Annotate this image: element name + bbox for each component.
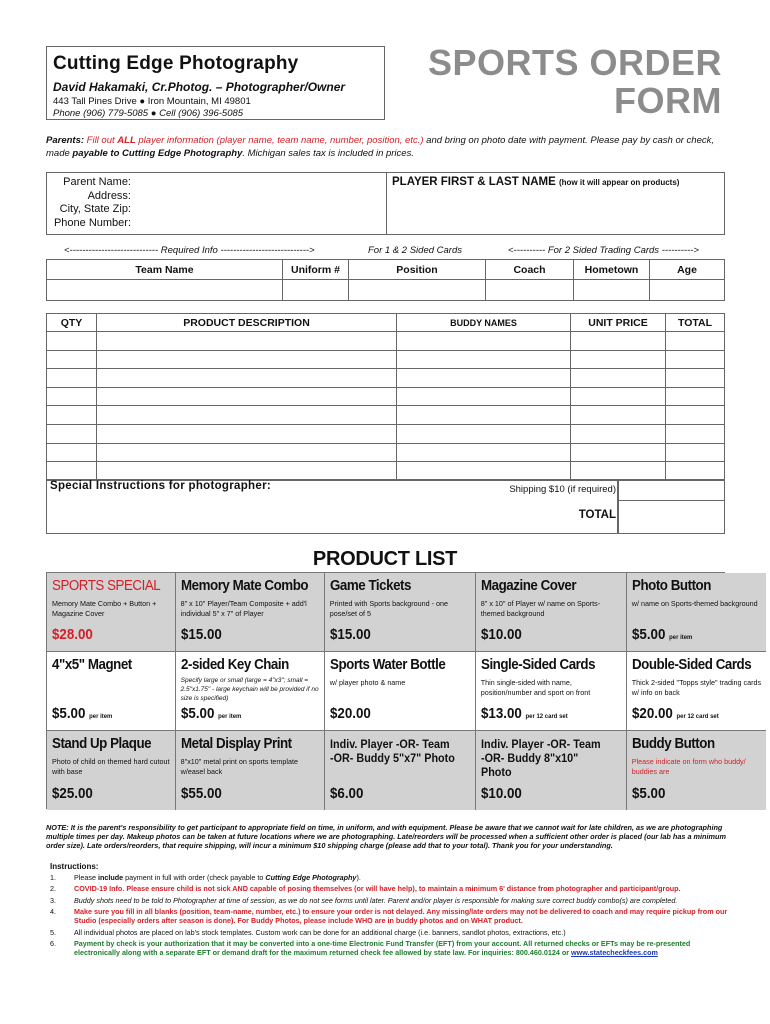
parent-responsibility-note: NOTE: It is the parent's responsibility to get participant to appropriate field on time, in uniform, and with equipment. Please be aware that we cannot wait for late children, as we are photographing multiple times per day. Makeup photos can be taken at future locations where we are photographing. Late/reorders will be processed when a sufficient other order is placed (our lab has a minimum order size). Late orders/reorders, that require shipping, will incur a minimum $10 shipping charge (please add that to your total). Thank you for your understanding. xyxy=(46,823,726,850)
description-cell[interactable] xyxy=(97,332,397,351)
unit-price-cell[interactable] xyxy=(571,462,666,481)
buddy-cell[interactable] xyxy=(397,424,571,443)
description-cell[interactable] xyxy=(97,462,397,481)
product-card xyxy=(47,652,176,731)
product-price: $5.00 per item xyxy=(180,706,242,722)
owner-name: David Hakamaki, Cr.Photog. – Photographer/Owner xyxy=(53,80,346,94)
unit-price-cell[interactable] xyxy=(571,369,666,388)
player-details-table xyxy=(46,259,725,301)
city-state-zip-label: City, State Zip: xyxy=(59,203,131,215)
required-info-label: <---------------------------- Required Info ----------------------------> xyxy=(64,245,315,256)
product-price: $5.00 xyxy=(631,786,666,802)
product-name: Game Tickets xyxy=(329,578,411,594)
phone-number-label: Phone Number: xyxy=(53,216,131,229)
product-card xyxy=(47,731,176,810)
parent-info-fields[interactable] xyxy=(47,173,387,234)
buddy-cell[interactable] xyxy=(397,443,571,462)
product-desc: 8" x 10" of Player w/ name on Sports-themed background xyxy=(480,599,601,618)
description-cell[interactable] xyxy=(97,406,397,425)
total-label: TOTAL xyxy=(578,509,616,521)
unit-price-cell[interactable] xyxy=(571,332,666,351)
product-desc: Specify large or small (large = 4"x3"; small = 2.5"x1.75" - large keychain will be provided if no size is specified) xyxy=(180,677,319,702)
product-card xyxy=(627,573,767,652)
unit-price-cell[interactable] xyxy=(571,387,666,406)
total-cell[interactable] xyxy=(666,387,725,406)
product-price: $25.00 xyxy=(52,786,93,802)
product-name: Sports Water Bottle xyxy=(329,657,446,673)
coach-header: Coach xyxy=(486,260,574,280)
buddy-cell[interactable] xyxy=(397,462,571,481)
instruction-item: 6. Payment by check is your authorization that it may be converted into a one-time Electronic Fund Transfer (EFT) from your account. All returned checks or EFTs may be re-presented electronically along with a separate EFT or demand draft for the maximum returned check fee allowed by state law. For inquiries: 800.460.0124 or www.statecheckfees.com xyxy=(50,939,691,958)
product-name: Indiv. Player -OR- Team -OR- Buddy 5"x7" Photo xyxy=(329,737,455,765)
qty-cell[interactable] xyxy=(47,462,97,481)
unit-price-cell[interactable] xyxy=(571,406,666,425)
description-cell[interactable] xyxy=(97,369,397,388)
buddy-cell[interactable] xyxy=(397,369,571,388)
shipping-input[interactable] xyxy=(618,479,725,501)
product-desc: Memory Mate Combo + Button + Magazine Cover xyxy=(52,599,157,618)
product-price: $15.00 xyxy=(329,627,371,643)
qty-cell[interactable] xyxy=(47,406,97,425)
age-input[interactable] xyxy=(650,280,725,301)
product-desc: w/ player photo & name xyxy=(329,678,406,687)
order-row xyxy=(47,462,725,481)
buddy-cell[interactable] xyxy=(397,387,571,406)
total-cell[interactable] xyxy=(666,332,725,351)
total-input[interactable] xyxy=(618,501,725,534)
parent-name-label: Parent Name: xyxy=(63,176,131,188)
product-name: Metal Display Print xyxy=(180,736,292,752)
product-desc: Photo of child on themed hard cutout with base xyxy=(52,757,170,776)
product-card xyxy=(476,731,627,810)
product-card xyxy=(325,573,476,652)
description-cell[interactable] xyxy=(97,424,397,443)
product-list-title: PRODUCT LIST xyxy=(312,548,458,570)
player-name-field[interactable]: PLAYER FIRST & LAST NAME (how it will appear on products) xyxy=(392,176,680,188)
studio-info-box xyxy=(46,46,385,120)
product-card xyxy=(47,573,176,652)
order-row xyxy=(47,369,725,388)
instruction-item: 1. Please include payment in full with order (check payable to Cutting Edge Photography). xyxy=(50,873,361,882)
uniform-header: Uniform # xyxy=(283,260,349,280)
coach-input[interactable] xyxy=(486,280,574,301)
order-row xyxy=(47,443,725,462)
total-cell[interactable] xyxy=(666,350,725,369)
product-name: Indiv. Player -OR- Team -OR- Buddy 8"x10" Photo xyxy=(480,737,601,779)
age-header: Age xyxy=(650,260,725,280)
description-cell[interactable] xyxy=(97,350,397,369)
state-check-fees-link[interactable]: www.statecheckfees.com xyxy=(571,948,658,958)
description-cell[interactable] xyxy=(97,443,397,462)
product-card xyxy=(176,731,325,810)
product-price: $10.00 xyxy=(480,786,522,802)
product-desc: w/ name on Sports-themed background xyxy=(631,599,758,608)
product-price: $6.00 xyxy=(329,786,364,802)
studio-address: 443 Tall Pines Drive ● Iron Mountain, MI 49801 xyxy=(53,96,251,107)
product-name: Double-Sided Cards xyxy=(631,657,751,673)
product-card xyxy=(325,731,476,810)
qty-cell[interactable] xyxy=(47,369,97,388)
description-cell[interactable] xyxy=(97,387,397,406)
studio-phone: Phone (906) 779-5085 ● Cell (906) 396-5085 xyxy=(53,108,244,119)
product-description-header: PRODUCT DESCRIPTION xyxy=(97,314,397,332)
team-name-input[interactable] xyxy=(47,280,283,301)
instruction-item: 3. Buddy shots need to be told to Photographer at time of session, as we do not see forms until later. Parent and/or player is responsible for making sure correct buddy combo(s) are completed. xyxy=(50,895,678,905)
product-name: Photo Button xyxy=(631,578,711,594)
qty-header: QTY xyxy=(47,314,97,332)
hometown-input[interactable] xyxy=(574,280,650,301)
product-price: $10.00 xyxy=(480,627,522,643)
product-price: $55.00 xyxy=(180,786,222,802)
product-name: 4"x5" Magnet xyxy=(52,657,132,673)
product-card xyxy=(325,652,476,731)
address-label: Address: xyxy=(87,189,131,202)
product-price: $13.00 per 12 card set xyxy=(480,706,568,722)
buddy-cell[interactable] xyxy=(397,332,571,351)
instructions-heading: Instructions: xyxy=(50,862,99,871)
product-price: $5.00 per item xyxy=(52,706,113,722)
unit-price-cell[interactable] xyxy=(571,424,666,443)
product-price: $20.00 xyxy=(329,706,371,722)
special-instructions-label: Special Instructions for photographer: xyxy=(50,480,271,492)
uniform-input[interactable] xyxy=(283,280,349,301)
total-cell[interactable] xyxy=(666,369,725,388)
product-desc: Please indicate on form who buddy/ buddies are xyxy=(631,757,746,776)
product-name: Memory Mate Combo xyxy=(180,578,308,594)
product-card xyxy=(627,731,767,810)
buddy-names-header: BUDDY NAMES xyxy=(397,314,571,332)
unit-price-cell[interactable] xyxy=(571,443,666,462)
order-row xyxy=(47,424,725,443)
product-card xyxy=(476,573,627,652)
qty-cell[interactable] xyxy=(47,350,97,369)
product-price: $28.00 xyxy=(52,627,93,643)
qty-cell[interactable] xyxy=(47,424,97,443)
player-details-row xyxy=(47,280,725,301)
product-name: Buddy Button xyxy=(631,736,715,752)
product-desc: Thin single-sided with name, position/number and sport on front xyxy=(480,678,591,697)
qty-cell[interactable] xyxy=(47,387,97,406)
product-desc: 8" x 10" Player/Team Composite + add'l individual 5" x 7" of Player xyxy=(180,599,307,618)
product-name: 2-sided Key Chain xyxy=(180,657,289,673)
qty-cell[interactable] xyxy=(47,332,97,351)
product-name: Single-Sided Cards xyxy=(480,657,595,673)
parents-instructions: Parents: Fill out ALL player information (player name, team name, number, position, etc.) and bring on photo date with payment. Please pay by cash or check, made payable to Cutting Edge Photography. Michigan sales tax is included in prices. xyxy=(46,135,714,159)
product-card xyxy=(176,652,325,731)
product-name: SPORTS SPECIAL xyxy=(52,578,161,594)
product-desc: 8"x10" metal print on sports template w/easel back xyxy=(180,757,299,776)
instruction-item: 5. All individual photos are placed on lab's stock templates. Custom work can be done for an additional charge (i.e. banners, sandlot photos, extractions, etc.) xyxy=(50,927,566,937)
order-row xyxy=(47,406,725,425)
order-row xyxy=(47,387,725,406)
unit-price-header: UNIT PRICE xyxy=(571,314,666,332)
form-title: SPORTS ORDER FORM xyxy=(427,42,722,121)
product-card xyxy=(176,573,325,652)
product-name: Magazine Cover xyxy=(480,578,576,594)
product-grid xyxy=(46,572,762,809)
team-name-header: Team Name xyxy=(47,260,283,280)
product-desc: Printed with Sports background - one pose/set of 5 xyxy=(329,599,449,618)
company-name: Cutting Edge Photography xyxy=(53,53,299,74)
total-cell[interactable] xyxy=(666,424,725,443)
cards-info-label: For 1 & 2 Sided Cards xyxy=(368,245,462,256)
contact-info-box xyxy=(46,172,725,235)
trading-cards-label: <---------- For 2 Sided Trading Cards ----------> xyxy=(508,245,699,256)
product-name: Stand Up Plaque xyxy=(52,736,152,752)
hometown-header: Hometown xyxy=(574,260,650,280)
instructions-list xyxy=(50,873,730,960)
shipping-label: Shipping $10 (if required) xyxy=(509,484,616,495)
product-price: $5.00 per item xyxy=(631,627,693,643)
order-row xyxy=(47,350,725,369)
position-header: Position xyxy=(349,260,486,280)
product-card xyxy=(476,652,627,731)
instruction-item: 2. COVID-19 Info. Please ensure child is not sick AND capable of posing themselves (or will have help), to maintain a minimum 6' distance from photographer and participant/group. xyxy=(50,884,681,894)
total-cell[interactable] xyxy=(666,443,725,462)
total-cell[interactable] xyxy=(666,406,725,425)
product-price: $20.00 per 12 card set xyxy=(631,706,719,722)
instruction-item: 4. Make sure you fill in all blanks (position, team-name, number, etc.) to ensure your order is not delayed. Any missing/late orders may not be delivered to coach and may require pickup from our Studio (especially orders after season is done). For Buddy Photos, please include WHO are in buddy photos and on WHAT product. xyxy=(50,907,728,926)
position-input[interactable] xyxy=(349,280,486,301)
unit-price-cell[interactable] xyxy=(571,350,666,369)
product-price: $15.00 xyxy=(180,627,222,643)
buddy-cell[interactable] xyxy=(397,350,571,369)
product-desc: Thick 2-sided "Topps style" trading cards w/ info on back xyxy=(631,678,762,697)
total-header: TOTAL xyxy=(666,314,725,332)
buddy-cell[interactable] xyxy=(397,406,571,425)
qty-cell[interactable] xyxy=(47,443,97,462)
product-card xyxy=(627,652,767,731)
order-row xyxy=(47,332,725,351)
total-cell[interactable] xyxy=(666,462,725,481)
order-table xyxy=(46,313,725,481)
